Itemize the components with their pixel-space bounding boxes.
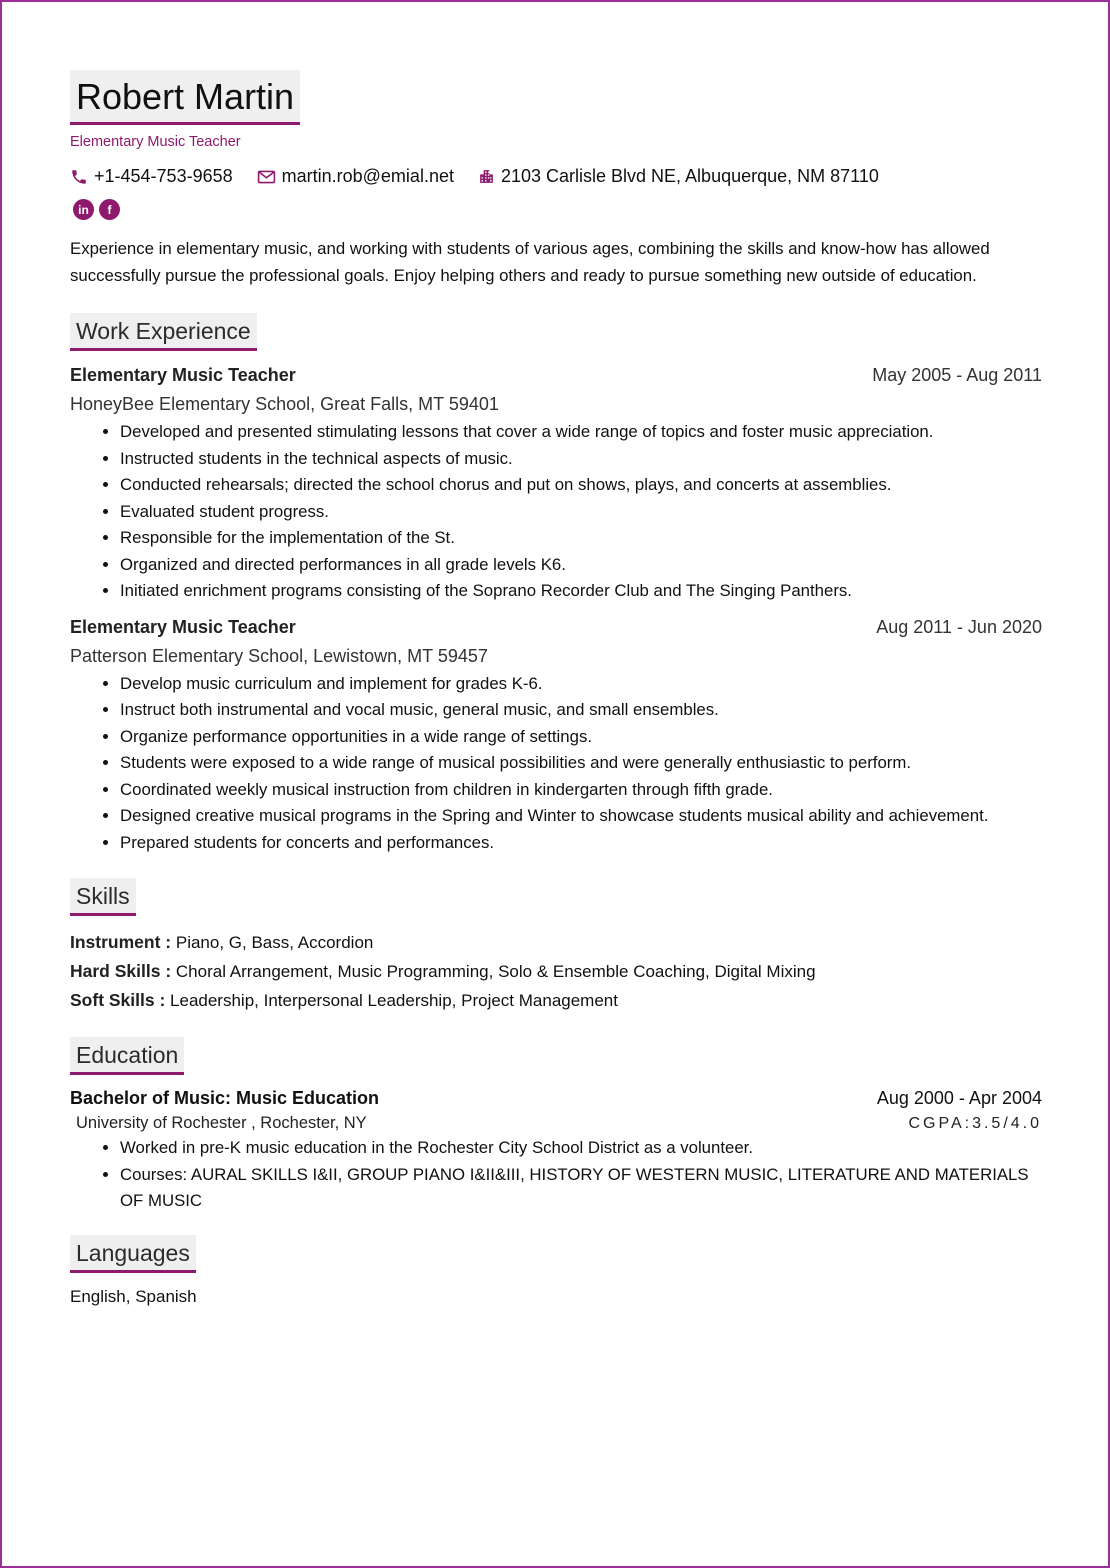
- education-bullets: [70, 1135, 1042, 1215]
- skill-line: [70, 928, 1042, 957]
- school-name: University of Rochester , Rochester, NY: [76, 1114, 367, 1132]
- candidate-title: Elementary Music Teacher: [70, 134, 241, 150]
- skill-label: Hard Skills :: [70, 961, 172, 981]
- building-icon: [478, 168, 495, 185]
- skill-value: Piano, G, Bass, Accordion: [175, 933, 374, 952]
- list-item: • Develop music curriculum and implement for grades K-6.: [120, 671, 1042, 698]
- list-item: • Organized and directed performances in all grade levels K6.: [120, 552, 1042, 579]
- linkedin-icon[interactable]: in: [73, 199, 94, 220]
- list-item: • Designed creative musical programs in the Spring and Winter to showcase students musical ability and achievement.: [120, 803, 1042, 830]
- list-item: • Instructed students in the technical aspects of music.: [120, 446, 1042, 473]
- phone-icon: [70, 168, 88, 186]
- skill-value: Choral Arrangement, Music Programming, Solo & Ensemble Coaching, Digital Mixing: [175, 962, 816, 981]
- skill-value: Leadership, Interpersonal Leadership, Project Management: [170, 991, 618, 1010]
- list-item: • Developed and presented stimulating lessons that cover a wide range of topics and foster music appreciation.: [120, 419, 1042, 446]
- job-title: Elementary Music Teacher: [70, 365, 296, 385]
- list-item: • Worked in pre-K music education in the Rochester City School District as a volunteer.: [120, 1135, 1042, 1162]
- job-entry: [70, 617, 1042, 857]
- list-item: • Instruct both instrumental and vocal music, general music, and small ensembles.: [120, 697, 1042, 724]
- skill-line: [70, 986, 1042, 1015]
- summary: Experience in elementary music, and working with students of various ages, combining the skills and know-how has allowed successfully pursue the professional goals. Enjoy helping others and ready to pursue something new outside of education.: [70, 239, 990, 285]
- job-bullets: [70, 419, 1042, 605]
- contact-phone[interactable]: [70, 166, 233, 187]
- job-company: HoneyBee Elementary School, Great Falls, MT 59401: [70, 394, 499, 414]
- list-item: • Responsible for the implementation of the St.: [120, 525, 1042, 552]
- skill-label: Instrument :: [70, 932, 172, 952]
- list-item: • Students were exposed to a wide range of musical possibilities and were generally enthusiastic to perform.: [120, 750, 1042, 777]
- contact-row: [70, 166, 1042, 187]
- degree-title: Bachelor of Music: Music Education: [70, 1088, 380, 1108]
- facebook-icon[interactable]: f: [99, 199, 120, 220]
- candidate-name: Robert Martin: [70, 70, 300, 125]
- list-item: • Initiated enrichment programs consisting of the Soprano Recorder Club and The Singing Panthers.: [120, 578, 1042, 605]
- cgpa: CGPA:3.5/4.0: [908, 1115, 1042, 1132]
- list-item: • Organize performance opportunities in a wide range of settings.: [120, 724, 1042, 751]
- job-company: Patterson Elementary School, Lewistown, MT 59457: [70, 645, 488, 666]
- list-item: • Prepared students for concerts and performances.: [120, 830, 1042, 857]
- list-item: • Courses: AURAL SKILLS I&II, GROUP PIANO I&II&III, HISTORY OF WESTERN MUSIC, LITERATURE AND MATERIALS OF MUSIC: [120, 1162, 1042, 1215]
- address-text: 2103 Carlisle Blvd NE, Albuquerque, NM 87110: [500, 166, 879, 186]
- job-entry: [70, 365, 1042, 605]
- section-languages: [70, 1235, 1042, 1307]
- job-dates: Aug 2011 - Jun 2020: [876, 616, 1042, 637]
- section-education: [70, 1037, 1042, 1215]
- section-heading: Work Experience: [70, 313, 257, 351]
- job-title: Elementary Music Teacher: [70, 616, 296, 637]
- contact-email[interactable]: [257, 166, 454, 187]
- list-item: • Evaluated student progress.: [120, 499, 1042, 526]
- contact-address: [478, 166, 879, 187]
- section-heading: Education: [70, 1037, 184, 1075]
- header: [70, 70, 1042, 220]
- list-item: • Conducted rehearsals; directed the school chorus and put on shows, plays, and concerts at assemblies.: [120, 472, 1042, 499]
- skill-line: [70, 957, 1042, 986]
- job-dates: May 2005 - Aug 2011: [872, 365, 1042, 385]
- list-item: • Coordinated weekly musical instruction from children in kindergarten through fifth grade.: [120, 777, 1042, 804]
- phone-text: +1-454-753-9658: [94, 166, 233, 186]
- section-skills: [70, 878, 1042, 1015]
- section-heading: Languages: [70, 1235, 196, 1273]
- languages-list: English, Spanish: [70, 1286, 197, 1306]
- email-icon: [257, 169, 276, 185]
- job-bullets: [70, 671, 1042, 857]
- section-heading: Skills: [70, 878, 136, 916]
- section-work-experience: [70, 313, 1042, 856]
- email-text: martin.rob@emial.net: [281, 166, 454, 186]
- resume-page: [70, 70, 1042, 1307]
- skill-label: Soft Skills :: [70, 990, 166, 1010]
- education-dates: Aug 2000 - Apr 2004: [876, 1088, 1042, 1108]
- social-links: [73, 199, 1042, 220]
